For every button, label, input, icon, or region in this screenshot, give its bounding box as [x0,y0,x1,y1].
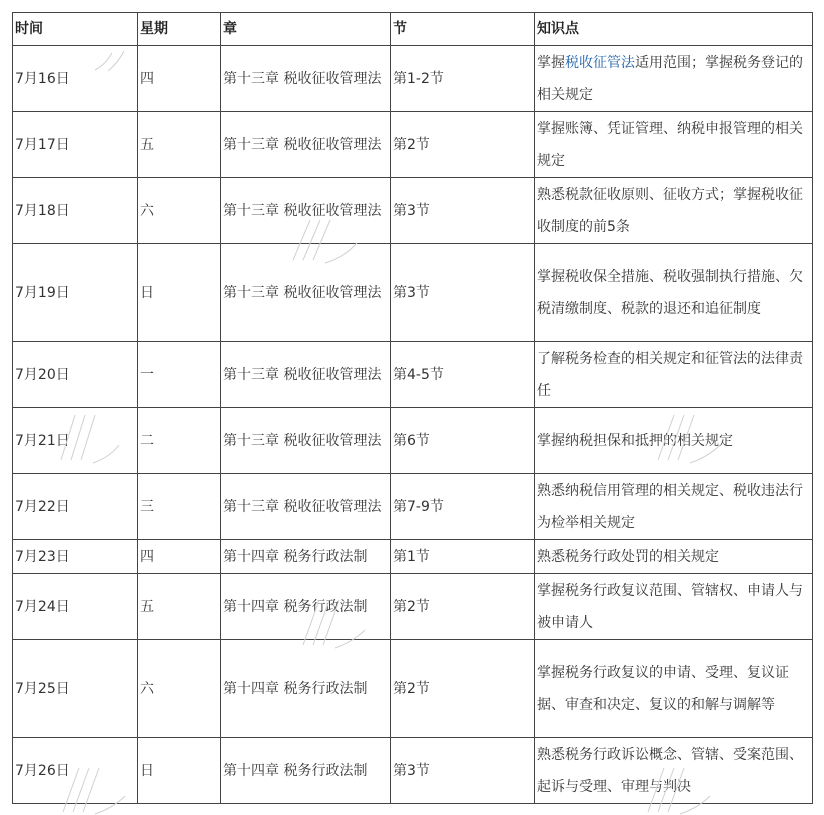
cell-weekday: 六 [138,640,221,738]
cell-weekday: 三 [138,474,221,540]
cell-knowledge: 掌握账簿、凭证管理、纳税申报管理的相关规定 [535,112,813,178]
cell-section: 第2节 [391,112,535,178]
cell-chapter: 第十三章 税收征收管理法 [221,474,391,540]
cell-weekday: 五 [138,574,221,640]
cell-chapter: 第十三章 税收征收管理法 [221,178,391,244]
study-schedule-table [12,12,813,804]
knowledge-prefix: 掌握 [537,54,565,71]
cell-date: 7月16日 [13,46,138,112]
cell-date: 7月26日 [13,738,138,804]
cell-section: 第1-2节 [391,46,535,112]
table-row [13,342,813,408]
table-row [13,738,813,804]
cell-knowledge: 掌握税务行政复议范围、管辖权、申请人与被申请人 [535,574,813,640]
cell-weekday: 五 [138,112,221,178]
cell-section: 第2节 [391,640,535,738]
cell-chapter: 第十三章 税收征收管理法 [221,46,391,112]
cell-knowledge: 掌握税收保全措施、税收强制执行措施、欠税清缴制度、税款的退还和追征制度 [535,244,813,342]
header-section: 节 [391,13,535,46]
cell-chapter: 第十三章 税收征收管理法 [221,112,391,178]
cell-chapter: 第十四章 税务行政法制 [221,574,391,640]
cell-section: 第3节 [391,738,535,804]
cell-section: 第2节 [391,574,535,640]
cell-knowledge: 掌握税务行政复议的申请、受理、复议证据、审查和决定、复议的和解与调解等 [535,640,813,738]
cell-chapter: 第十四章 税务行政法制 [221,738,391,804]
cell-section: 第7-9节 [391,474,535,540]
tax-admin-law-link[interactable]: 税收征管法 [565,54,635,71]
cell-weekday: 二 [138,408,221,474]
cell-knowledge: 熟悉税务行政处罚的相关规定 [535,540,813,574]
cell-knowledge: 熟悉税款征收原则、征收方式；掌握税收征收制度的前5条 [535,178,813,244]
cell-chapter: 第十三章 税收征收管理法 [221,408,391,474]
cell-date: 7月25日 [13,640,138,738]
cell-date: 7月20日 [13,342,138,408]
cell-date: 7月24日 [13,574,138,640]
header-knowledge: 知识点 [535,13,813,46]
cell-weekday: 日 [138,738,221,804]
cell-chapter: 第十四章 税务行政法制 [221,540,391,574]
table-row [13,540,813,574]
table-row [13,46,813,112]
cell-section: 第1节 [391,540,535,574]
cell-date: 7月19日 [13,244,138,342]
cell-knowledge [535,46,813,112]
cell-date: 7月21日 [13,408,138,474]
cell-weekday: 四 [138,540,221,574]
cell-knowledge: 掌握纳税担保和抵押的相关规定 [535,408,813,474]
table-row [13,474,813,540]
cell-section: 第3节 [391,178,535,244]
cell-chapter: 第十三章 税收征收管理法 [221,342,391,408]
table-row [13,574,813,640]
cell-section: 第3节 [391,244,535,342]
cell-weekday: 四 [138,46,221,112]
header-weekday: 星期 [138,13,221,46]
header-chapter: 章 [221,13,391,46]
cell-knowledge: 了解税务检查的相关规定和征管法的法律责任 [535,342,813,408]
table-header-row [13,13,813,46]
cell-date: 7月23日 [13,540,138,574]
table-row [13,408,813,474]
cell-weekday: 日 [138,244,221,342]
cell-section: 第6节 [391,408,535,474]
cell-knowledge: 熟悉税务行政诉讼概念、管辖、受案范围、起诉与受理、审理与判决 [535,738,813,804]
table-row [13,178,813,244]
cell-section: 第4-5节 [391,342,535,408]
cell-date: 7月18日 [13,178,138,244]
cell-date: 7月17日 [13,112,138,178]
cell-knowledge: 熟悉纳税信用管理的相关规定、税收违法行为检举相关规定 [535,474,813,540]
knowledge-rest: 适用范围；掌握税务登记的相关规定 [537,54,803,103]
cell-chapter: 第十四章 税务行政法制 [221,640,391,738]
cell-weekday: 六 [138,178,221,244]
cell-chapter: 第十三章 税收征收管理法 [221,244,391,342]
table-row [13,244,813,342]
table-row [13,640,813,738]
cell-date: 7月22日 [13,474,138,540]
cell-weekday: 一 [138,342,221,408]
table-row [13,112,813,178]
header-date: 时间 [13,13,138,46]
